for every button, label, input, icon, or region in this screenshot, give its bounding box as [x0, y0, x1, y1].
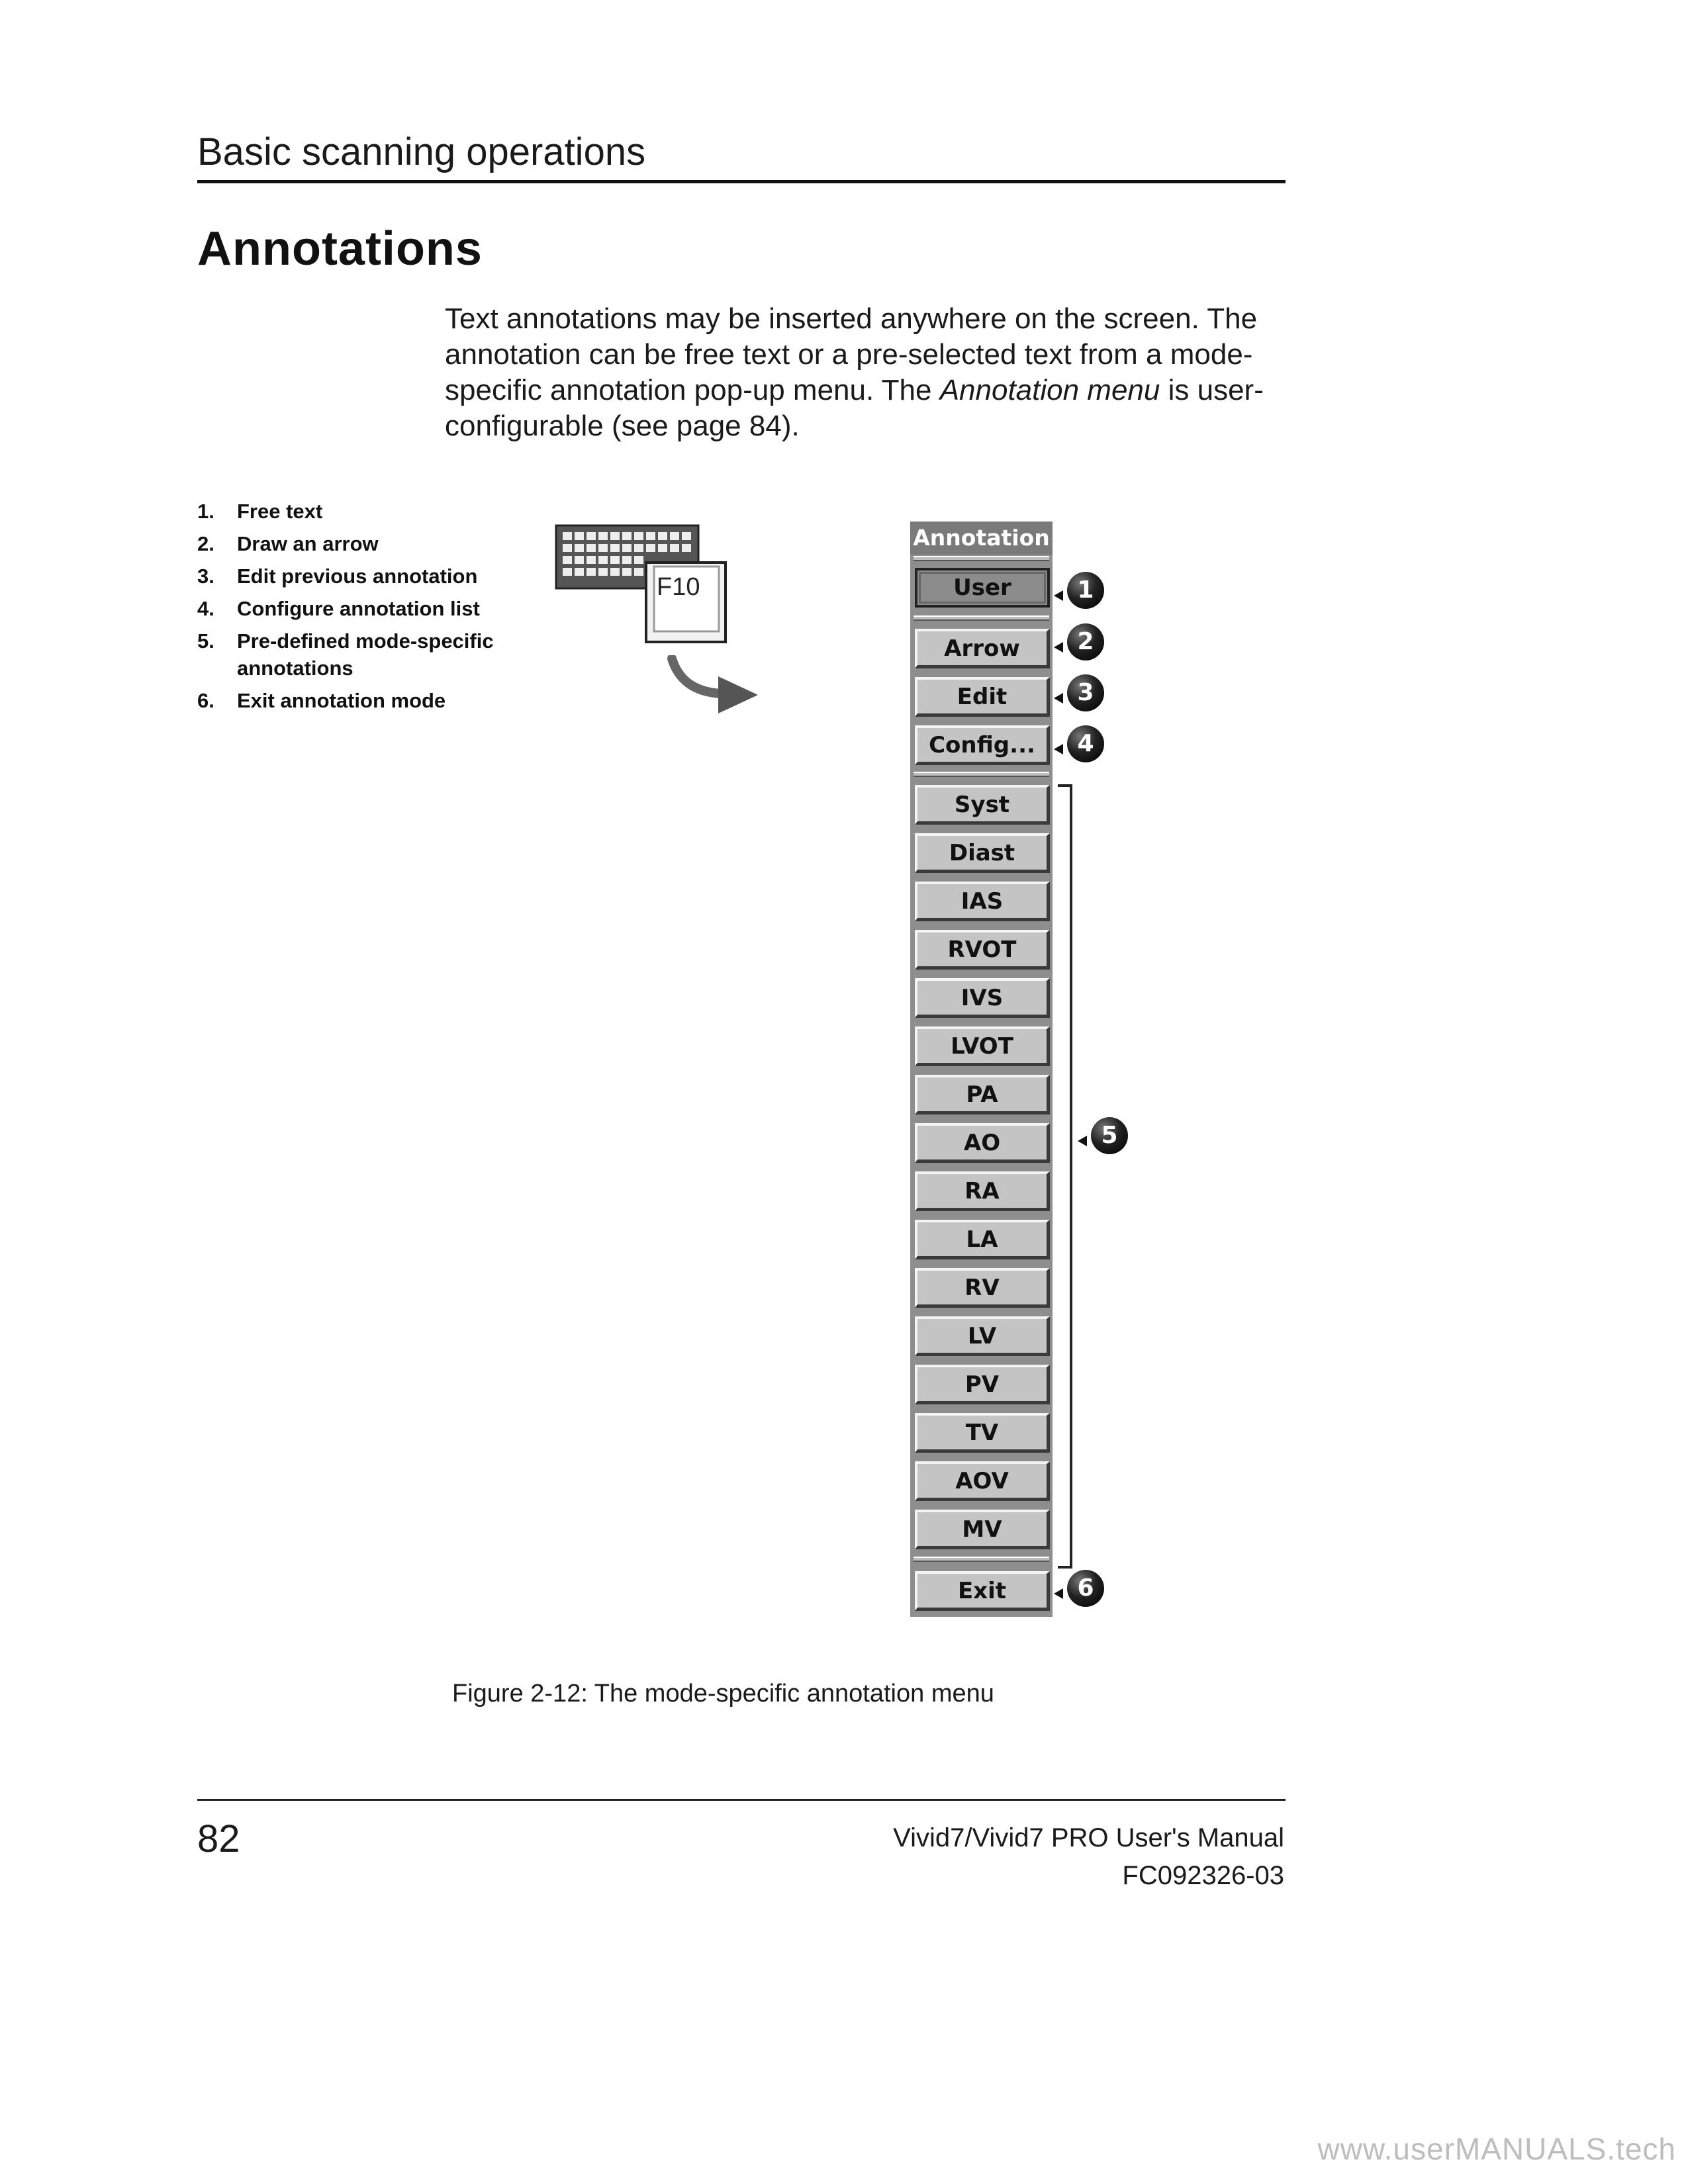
- menu-separator: [914, 772, 1049, 777]
- legend-item: 6. Exit annotation mode: [197, 689, 446, 712]
- document-code: FC092326-03: [1122, 1861, 1284, 1890]
- legend-list: [197, 498, 541, 719]
- annotation-diast-button[interactable]: Diast: [915, 833, 1050, 873]
- intro-emphasis: Annotation menu: [939, 374, 1160, 406]
- annotation-pa-button[interactable]: PA: [915, 1075, 1050, 1115]
- legend-item: 2. Draw an arrow: [197, 532, 379, 555]
- legend-item: 4. Configure annotation list: [197, 597, 480, 620]
- config-button[interactable]: Config...: [915, 725, 1050, 765]
- menu-separator: [914, 615, 1049, 621]
- legend-item: 3. Edit previous annotation: [197, 565, 478, 588]
- annotation-tv-button[interactable]: TV: [915, 1413, 1050, 1453]
- f10-key-label: F10: [657, 573, 700, 601]
- manual-title: Vivid7/Vivid7 PRO User's Manual: [893, 1823, 1284, 1852]
- annotation-ra-button[interactable]: RA: [915, 1171, 1050, 1211]
- callout-5: 5: [1091, 1117, 1128, 1154]
- annotation-rv-button[interactable]: RV: [915, 1268, 1050, 1308]
- callout-4: 4: [1067, 725, 1104, 762]
- legend-item: 1. Free text: [197, 500, 323, 523]
- keyboard-icon: [555, 523, 740, 655]
- callout-3: 3: [1067, 674, 1104, 711]
- menu-title: Annotation: [910, 522, 1053, 555]
- annotation-aov-button[interactable]: AOV: [915, 1461, 1050, 1501]
- header-rule: [197, 180, 1286, 183]
- intro-text-2: is user-configurable (see page 84).: [445, 374, 1264, 442]
- callout-2: 2: [1067, 623, 1104, 660]
- annotation-pv-button[interactable]: PV: [915, 1365, 1050, 1404]
- annotation-ivs-button[interactable]: IVS: [915, 978, 1050, 1018]
- user-button[interactable]: User: [915, 568, 1050, 608]
- annotation-lvot-button[interactable]: LVOT: [915, 1026, 1050, 1066]
- annotation-la-button[interactable]: LA: [915, 1220, 1050, 1259]
- edit-button[interactable]: Edit: [915, 677, 1050, 717]
- arrow-button[interactable]: Arrow: [915, 629, 1050, 668]
- callout-1: 1: [1067, 572, 1104, 609]
- intro-text-1: Text annotations may be inserted anywhere on the screen. The annotation can be free text or a pre-selected text from a mode-specific annotation pop-up menu. The: [445, 302, 1258, 406]
- curved-arrow-icon: [665, 655, 765, 721]
- menu-separator: [914, 1557, 1049, 1562]
- callout-pointer: [1054, 693, 1063, 704]
- annotation-rvot-button[interactable]: RVOT: [915, 930, 1050, 970]
- watermark: www.userMANUALS.tech: [1317, 2132, 1676, 2166]
- intro-paragraph: [445, 301, 1299, 444]
- callout-pointer: [1054, 744, 1063, 754]
- annotations-bracket: [1058, 784, 1072, 1569]
- section-title: Annotations: [197, 222, 483, 275]
- figure-caption: Figure 2-12: The mode-specific annotation menu: [452, 1680, 994, 1707]
- exit-button[interactable]: Exit: [915, 1571, 1050, 1611]
- callout-6: 6: [1067, 1570, 1104, 1607]
- callout-pointer: [1054, 590, 1063, 601]
- callout-pointer: [1054, 642, 1063, 653]
- running-header: Basic scanning operations: [197, 130, 646, 173]
- callout-pointer: [1054, 1588, 1063, 1599]
- legend-item: 5. Pre-defined mode-specific annotations: [197, 629, 494, 680]
- annotation-lv-button[interactable]: LV: [915, 1316, 1050, 1356]
- menu-separator: [914, 556, 1049, 561]
- page-number: 82: [197, 1817, 240, 1860]
- callout-pointer: [1078, 1136, 1087, 1146]
- annotation-mv-button[interactable]: MV: [915, 1510, 1050, 1549]
- annotation-ao-button[interactable]: AO: [915, 1123, 1050, 1163]
- footer-rule: [197, 1799, 1286, 1801]
- annotation-ias-button[interactable]: IAS: [915, 882, 1050, 921]
- annotation-syst-button[interactable]: Syst: [915, 785, 1050, 825]
